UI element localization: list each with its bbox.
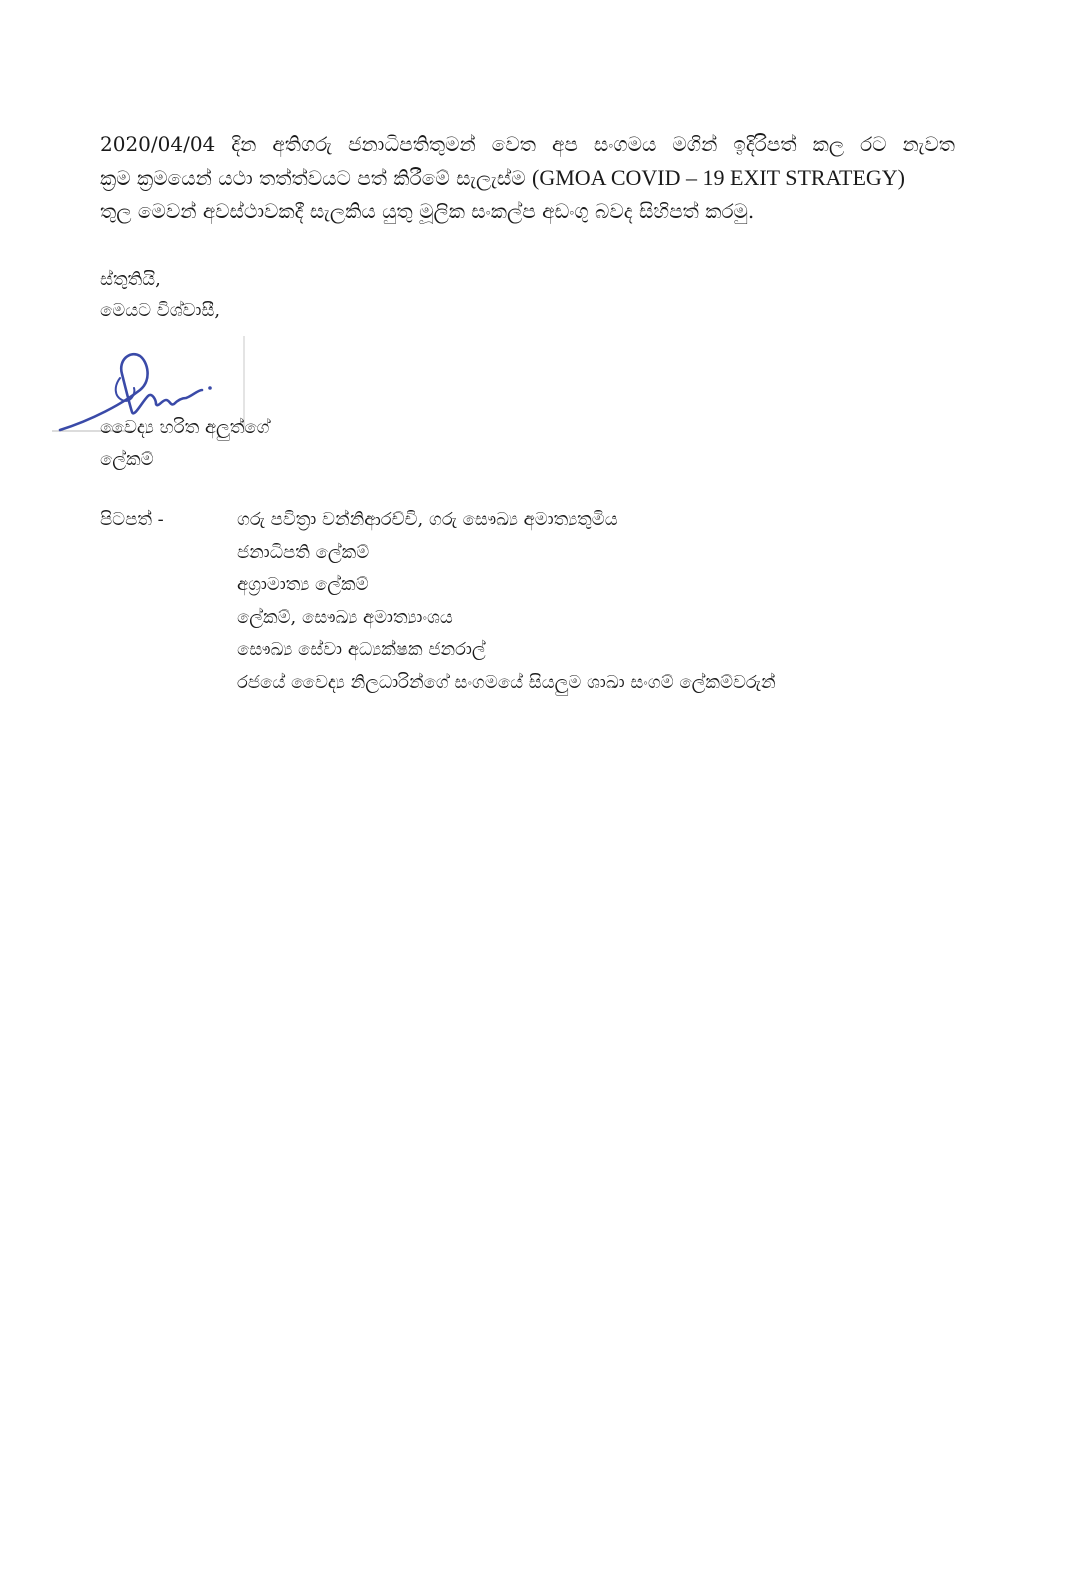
copies-recipient: ගරු පවිත්‍රා වන්නිආරච්චි, ගරු සෞඛ්‍ය අමාත්‍යතුමිය bbox=[237, 509, 618, 530]
copies-recipient: සෞඛ්‍ය සේවා අධ්‍යක්ෂක ජනරාල් bbox=[237, 639, 486, 660]
copies-recipient-list bbox=[237, 504, 957, 699]
copies-recipient: රජයේ වෛද්‍ය නිලධාරින්ගේ සංගමයේ සියලුම ශාඛා සංගම් ලේකම්වරුන් bbox=[237, 671, 776, 693]
paragraph-line-2-english: (GMOA COVID – 19 EXIT STRATEGY) bbox=[532, 165, 905, 190]
closing-faithfully: මෙයට විශ්වාසී, bbox=[100, 300, 221, 321]
copies-label: පිටපත් - bbox=[100, 509, 164, 530]
paragraph-line-3: තුල මෙවන් අවස්ථාවකදී සැලකිය යුතු මූලික සංකල්ප අඩංගු බවද සිහිපත් කරමු. bbox=[100, 199, 755, 223]
paragraph-line-2 bbox=[100, 161, 955, 195]
signer-name: වෛද්‍ය හරිත අලුත්ගේ bbox=[100, 417, 270, 438]
paragraph-line-2-sinhala: ක්‍රම ක්‍රමයෙන් යථා තත්ත්වයට පත් කිරීමේ සැලැස්ම bbox=[100, 166, 526, 190]
closing-block bbox=[100, 264, 220, 326]
copies-recipient: ජනාධිපති ලේකම් bbox=[237, 541, 370, 563]
closing-thanks: ස්තුතියි, bbox=[100, 269, 161, 290]
signature-dot bbox=[208, 386, 212, 390]
copies-recipient: ලේකම්, සෞඛ්‍ය අමාත්‍යාංශය bbox=[237, 606, 453, 628]
signer-title: ලේකම් bbox=[100, 449, 154, 470]
paragraph-line-1: 2020/04/04 දින අතිගරු ජනාධිපතිතුමන් වෙත අප සංගමය මගින් ඉදිරිපත් කල රට නැවත bbox=[100, 132, 955, 156]
signer-block bbox=[100, 412, 270, 476]
letter-body-paragraph bbox=[100, 128, 955, 228]
copies-recipient: අග්‍රාමාත්‍ය ලේකම් bbox=[237, 574, 369, 595]
